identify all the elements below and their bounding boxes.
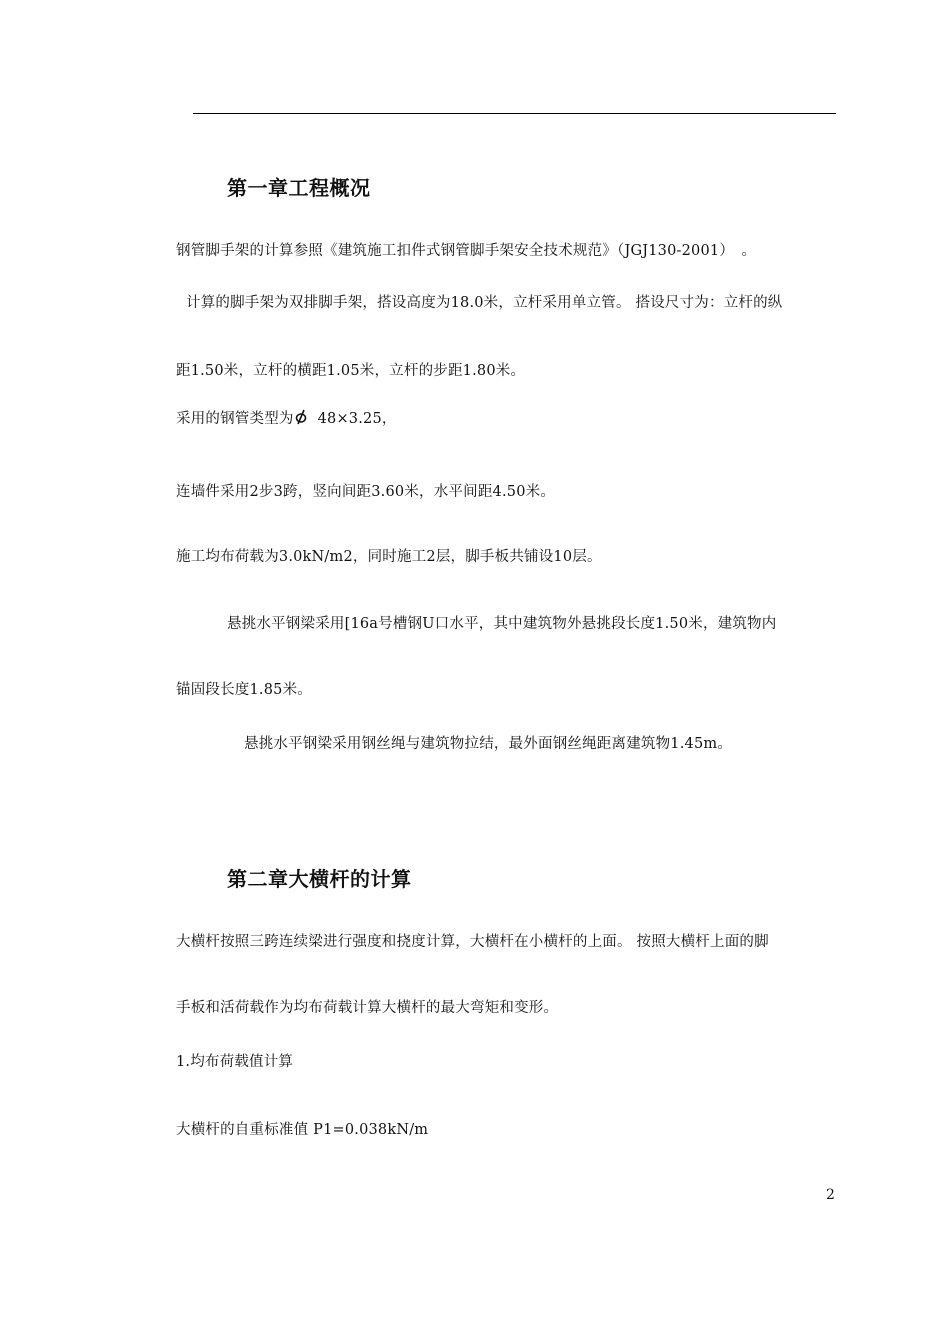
- paragraph-line: 悬挑水平钢梁采用钢丝绳与建筑物拉结，最外面钢丝绳距离建筑物1.45m。: [244, 736, 733, 752]
- chapter-1-title: 第一章工程概况: [227, 176, 371, 200]
- pipe-type-line: [176, 409, 397, 429]
- paragraph-line: 大横杆的自重标准值 P1=0.038kN/m: [176, 1122, 429, 1138]
- paragraph-line: 1.均布荷载值计算: [176, 1054, 294, 1070]
- header-rule: [193, 113, 836, 114]
- page-number: 2: [826, 1187, 835, 1203]
- phi-diameter-icon: [294, 411, 308, 427]
- paragraph-line: 施工均布荷载为3.0kN/m2，同时施工2层，脚手板共铺设10层。: [176, 549, 602, 565]
- paragraph-line: 距1.50米，立杆的横距1.05米，立杆的步距1.80米。: [176, 363, 526, 379]
- paragraph-line: 计算的脚手架为双排脚手架，搭设高度为18.0米，立杆采用单立管。 搭设尺寸为：立杆的纵: [186, 295, 783, 311]
- chapter-2-title: 第二章大横杆的计算: [227, 867, 412, 891]
- paragraph-line: 悬挑水平钢梁采用[16a号槽钢U口水平，其中建筑物外悬挑段长度1.50米，建筑物内: [227, 616, 777, 632]
- pipe-type-value: 48×3.25，: [317, 411, 397, 427]
- paragraph-line: 锚固段长度1.85米。: [176, 682, 312, 698]
- paragraph-line: 连墙件采用2步3跨，竖向间距3.60米，水平间距4.50米。: [176, 484, 556, 500]
- pipe-type-label: 采用的钢管类型为: [176, 411, 294, 427]
- paragraph-line: 大横杆按照三跨连续梁进行强度和挠度计算，大横杆在小横杆的上面。 按照大横杆上面的脚: [176, 934, 769, 950]
- paragraph-line: 钢管脚手架的计算参照《建筑施工扣件式钢管脚手架安全技术规范》（JGJ130-2001） 。: [176, 243, 757, 259]
- paragraph-line: 手板和活荷载作为均布荷载计算大横杆的最大弯矩和变形。: [176, 1000, 559, 1016]
